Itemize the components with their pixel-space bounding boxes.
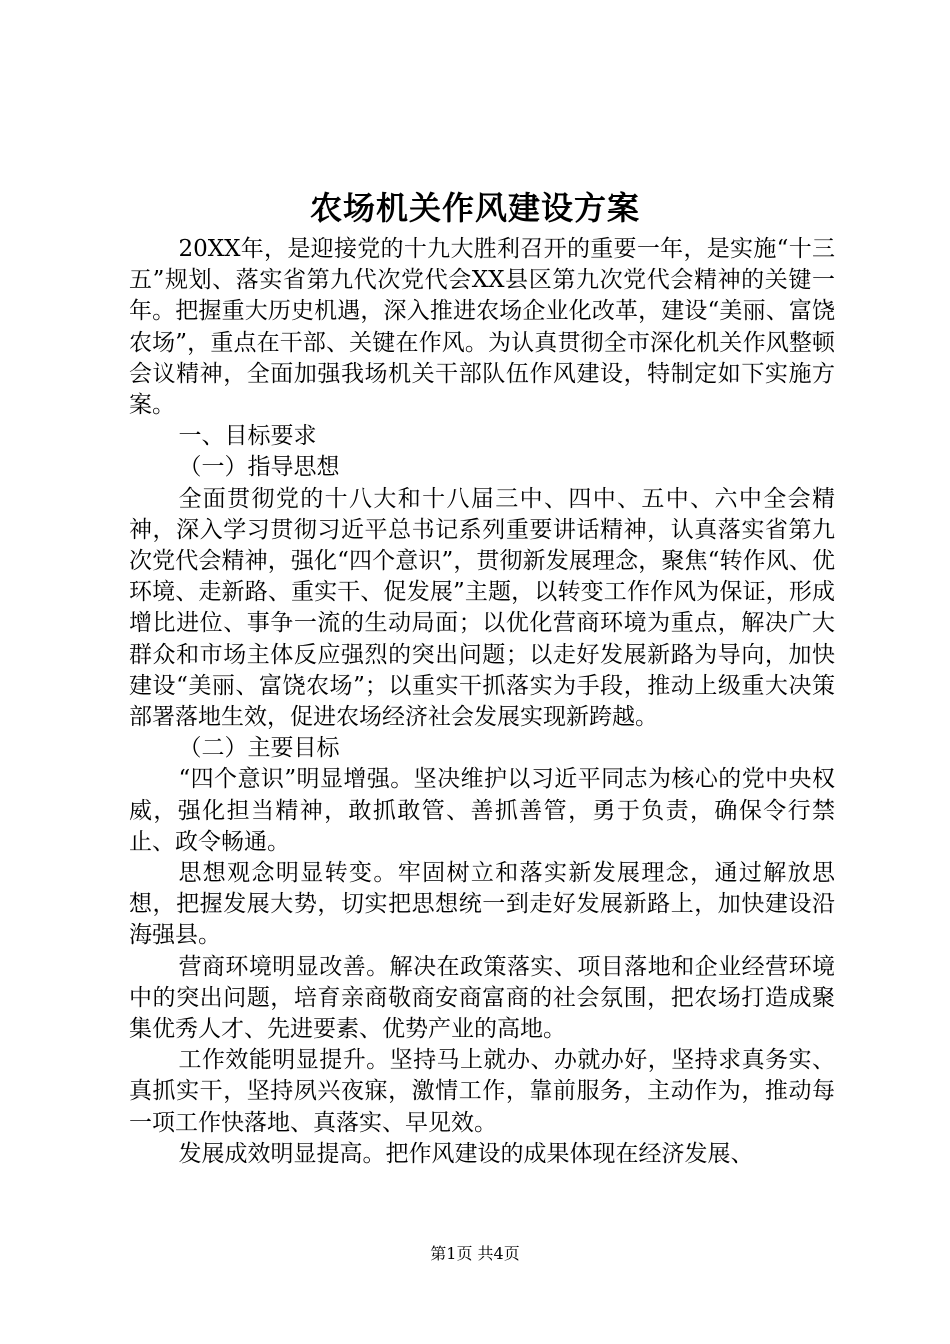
guiding-thought-paragraph: 全面贯彻党的十八大和十八届三中、四中、五中、六中全会精神，深入学习贯彻习近平总书记系列重要讲话精神，认真落实省第九次党代会精神，强化“四个意识”，贯彻新发展理念，聚焦“转作风、优环境、走新路、重实干、促发展”主题，以转变工作作风为保证，形成增比进位、事争一流的生动局面；以优化营商环境为重点，解决广大群众和市场主体反应强烈的突出问题；以走好发展新路为导向，加快建设“美丽、富饶农场”；以重实干抓落实为手段，推动上级重大决策部署落地生效，促进农场经济社会发展实现新跨越。 — [129, 485, 835, 731]
subsection-heading-main-goals: （二）主要目标 — [178, 735, 340, 762]
goal-paragraph-mindset: 思想观念明显转变。牢固树立和落实新发展理念，通过解放思想，把握发展大势，切实把思想统一到走好发展新路上，加快建设沿海强县。 — [129, 860, 835, 949]
subsection-heading-guiding-thought: （一）指导思想 — [178, 454, 340, 481]
page-number-footer: 第1页 共4页 — [430, 1244, 520, 1263]
goal-paragraph-efficiency: 工作效能明显提升。坚持马上就办、办就办好，坚持求真务实、真抓实干，坚持夙兴夜寐，激情工作，靠前服务，主动作为，推动每一项工作快落地、真落实、早见效。 — [129, 1047, 835, 1136]
intro-paragraph: 20XX年，是迎接党的十九大胜利召开的重要一年，是实施“十三五”规划、落实省第九代次党代会XX县区第九次党代会精神的关键一年。把握重大历史机遇，深入推进农场企业化改革，建设“美丽、富饶农场”，重点在干部、关键在作风。为认真贯彻全市深化机关作风整顿会议精神，全面加强我场机关干部队伍作风建设，特制定如下实施方案。 — [129, 236, 835, 419]
goal-paragraph-awareness: “四个意识”明显增强。坚决维护以习近平同志为核心的党中央权威，强化担当精神，敢抓敢管、善抓善管，勇于负责，确保令行禁止、政令畅通。 — [129, 766, 835, 855]
goal-paragraph-business-environment: 营商环境明显改善。解决在政策落实、项目落地和企业经营环境中的突出问题，培育亲商敬商安商富商的社会氛围，把农场打造成聚集优秀人才、先进要素、优势产业的高地。 — [129, 953, 835, 1043]
document-title: 农场机关作风建设方案 — [309, 189, 640, 227]
document-body — [129, 234, 835, 1170]
goal-paragraph-development: 发展成效明显提高。把作风建设的成果体现在经济发展、 — [178, 1140, 754, 1167]
section-heading-goals: 一、目标要求 — [178, 423, 317, 450]
